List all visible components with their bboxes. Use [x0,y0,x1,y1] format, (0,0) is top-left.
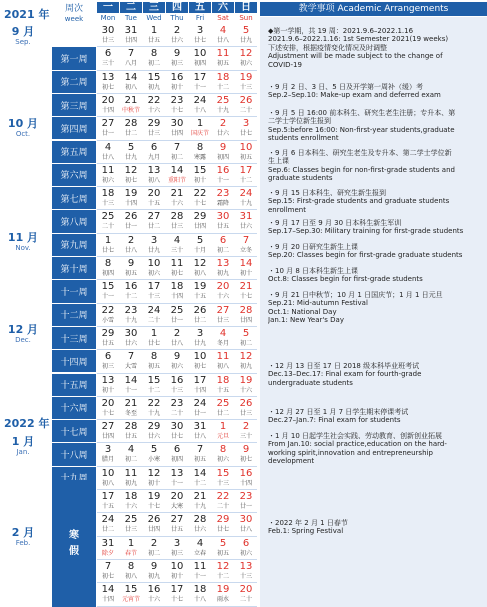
row-divider [97,70,257,71]
calendar-day-cell: 25 廿三 [124,514,138,534]
calendar-day-cell: 17 十四 [193,374,207,394]
calendar-day-cell: 7 八月 [124,48,137,68]
calendar-day-cell: 13 初七 [101,71,115,91]
calendar-day-cell: 16 十四 [239,467,253,487]
calendar-day-cell: 9 初四 [216,141,229,161]
calendar-day-cell: 9 初五 [124,258,137,277]
calendar-day-cell: 3 廿七 [193,25,206,44]
arrangement-line: 二学士学位新生报到 [268,117,331,126]
arrangement-line: ・1 月 10 日起学生社会实践、劳动教育、创新创业拓展 [268,432,443,440]
month-label-feb: 2 月 Feb. [11,526,35,547]
arrangement-item [268,109,483,143]
row-divider [97,256,257,257]
calendar-day-cell: 8 初四 [101,258,114,277]
weekday-header-5: 五 Fri [189,2,211,23]
calendar-day-cell: 12 初七 [124,164,138,184]
calendar-day-cell: 12 初十 [147,467,161,487]
calendar-day-cell: 25 廿一 [170,304,184,324]
arrangement-line: ◆第一学期，共 19 周：2021.9.6–2022.1.16 [268,27,414,35]
arrangement-line: development [268,457,315,466]
arrangement-line: ・12 月 13 日至 17 日 2018 级本科毕业班考试 [268,362,420,370]
calendar-day-cell: 19 十六 [239,374,253,394]
calendar-day-cell: 5 初五 [216,537,229,557]
arrangement-line: ・9 月 2 日、3 日、5 日及开学第一周补（缓）考 [268,83,423,91]
calendar-day-cell: 22 小雪 [101,304,115,324]
calendar-day-cell: 10 初八 [101,467,115,487]
week-label-12: 十二周 [52,304,96,327]
calendar-day-cell: 22 十六 [147,94,161,114]
calendar-day-cell: 18 十三 [101,188,115,208]
calendar-day-cell: 11 初五 [216,48,230,68]
calendar-day-cell: 8 初五 [147,351,160,371]
calendar-day-cell: 20 十七 [101,397,115,417]
arrangement-item [268,519,483,536]
calendar-day-cell: 17 十三 [147,281,161,301]
calendar-day-cell: 3 廿七 [239,118,252,138]
calendar-day-cell: 10 初六 [147,258,161,277]
weekday-header [97,2,257,24]
calendar-day-cell: 29 廿六 [147,421,161,441]
calendar-day-cell: 1 廿七 [101,234,114,254]
calendar-day-cell: 2 廿六 [170,25,183,44]
arrangement-item [268,189,483,214]
calendar-day-cell: 5 小寒 [147,444,160,464]
calendar-day-cell: 15 初九 [147,71,161,91]
row-divider [97,489,257,490]
weekday-header-4: 四 Thu [166,2,188,23]
row-divider [97,559,257,560]
calendar-day-cell: 10 初七 [193,351,207,371]
arrangement-line: students enrollment [268,134,339,143]
calendar-day-cell: 2 廿六 [216,118,229,138]
calendar-day-cell: 21 十七 [239,281,253,301]
calendar-day-cell: 13 初九 [216,258,230,277]
calendar-day-cell: 14 十一 [124,374,138,394]
calendar-day-cell: 1 春节 [124,537,137,557]
calendar-day-cell: 14 十四 [101,584,115,604]
row-divider [97,349,257,350]
calendar-day-cell: 14 初八 [124,71,138,91]
arrangement-item [268,291,483,325]
week-label-7: 第七周 [52,187,96,210]
arrangement-item [268,432,483,466]
calendar-day-cell: 7 立冬 [239,234,252,254]
arrangement-line: ・9 月 5 日 16:00 前本科生、研究生老生注册；专升本、第 [268,109,456,117]
calendar-day-cell: 19 十七 [147,491,161,510]
calendar-day-cell: 30 廿四 [170,118,184,138]
calendar-day-cell: 20 十四 [101,94,115,114]
arrangements-title: 教学事项 Academic Arrangements [260,2,487,16]
arrangement-line: Feb.1: Spring Festival [268,527,344,536]
calendar-day-cell: 12 初六 [239,48,253,68]
week-label-4: 第四周 [52,117,96,140]
calendar-day-cell: 6 初六 [239,537,252,557]
calendar-day-cell: 27 廿四 [101,421,115,441]
calendar-day-cell: 9 初九 [147,560,160,580]
calendar-day-cell: 6 九月 [147,141,160,161]
weekday-header-6: 六 Sat [212,2,234,23]
arrangement-line: working spirit,innovation and entrepreneurship [268,448,433,457]
calendar-day-cell: 7 初七 [101,560,114,580]
calendar-day-cell: 25 十九 [216,94,230,114]
year-label-2021: 2021 年 [4,8,50,21]
calendar-day-cell: 11 初六 [101,164,115,184]
calendar-day-cell: 6 初四 [170,444,183,464]
arrangement-line: Jan.1: New Year's Day [268,316,344,325]
calendar-day-cell: 29 廿五 [101,327,115,347]
calendar-day-cell: 11 十一 [193,560,207,580]
calendar-day-cell: 2 初二 [147,537,160,557]
calendar-day-cell: 1 廿七 [147,327,160,347]
week-label-9: 第九周 [52,234,96,257]
calendar-day-cell: 19 十三 [239,71,253,91]
calendar-day-cell: 3 廿九 [147,234,160,254]
arrangement-line: ・9 月 17 日至 9 月 30 日本科生新生军训 [268,219,402,227]
arrangement-line: ・9 月 15 日本科生、研究生新生报到 [268,189,387,197]
calendar-day-cell: 19 十四 [124,188,138,208]
calendar-day-cell: 13 初八 [147,164,161,184]
arrangement-line: 生上课 [268,157,289,166]
calendar-day-cell: 23 二十 [170,397,184,417]
week-label-8: 第八周 [52,210,96,233]
calendar-day-cell: 31 廿六 [239,211,253,231]
calendar-day-cell: 12 初九 [239,351,253,371]
calendar-day-cell: 4 立春 [193,537,206,557]
calendar-day-cell: 12 十二 [216,560,230,580]
week-label-13: 十三周 [52,327,96,350]
calendar-day-cell: 10 初十 [170,560,184,580]
arrangement-item [268,408,483,425]
row-divider [97,326,257,327]
calendar-day-cell: 28 廿五 [124,421,138,441]
arrangement-line: From Jan.10: social practice,education on the hard- [268,440,447,449]
calendar-day-cell: 27 廿三 [216,304,230,324]
arrangement-line: Sep.15: First-grade students and graduate students [268,197,450,206]
calendar-day-cell: 21 十九 [193,491,207,510]
arrangement-line: Sep.21: Mid-autumn Festival [268,299,368,308]
calendar-day-cell: 28 廿六 [193,514,207,534]
calendar-day-cell: 13 十三 [239,560,253,580]
month-label-oct: 10 月 Oct. [7,117,39,138]
week-label-11: 十一周 [52,280,96,303]
week-label-6: 第六周 [52,164,96,187]
row-divider [97,512,257,513]
row-divider [97,140,257,141]
row-divider [97,396,257,397]
row-divider [97,373,257,374]
calendar-day-cell: 27 廿五 [170,514,184,534]
calendar-day-cell: 14 重阳节 [167,164,186,184]
calendar-day-cell: 11 初七 [170,258,184,277]
calendar-day-cell: 3 廿九 [193,327,206,347]
calendar-day-cell: 17 十一 [193,71,207,91]
calendar-day-cell: 30 廿七 [170,421,184,441]
calendar-day-cell: 25 二十 [101,211,115,231]
calendar-day-cell: 8 初八 [124,560,137,580]
calendar-day-cell: 9 初六 [170,351,183,371]
month-label-sep: 9 月 Sep. [11,25,35,46]
calendar-day-cell: 2 廿八 [170,327,183,347]
arrangement-item [268,219,483,236]
arrangement-item [268,27,483,69]
calendar-day-cell: 24 十八 [193,94,207,114]
calendar-day-cell: 13 初十 [101,374,115,394]
calendar-day-cell: 31 除夕 [101,537,115,557]
calendar-day-cell: 13 十一 [170,467,184,487]
calendar-day-cell: 7 大雪 [124,351,137,371]
row-divider [97,419,257,420]
row-divider [97,606,257,607]
calendar-day-cell: 5 十月 [193,234,206,254]
calendar-day-cell: 16 十六 [147,584,161,604]
calendar-day-cell: 5 廿九 [124,141,137,161]
arrangement-line: Sep.6: Classes begin for non-first-grade students and [268,165,455,174]
arrangement-line: 2021.9.6–2022.1.16: 1st Semester 2021(19 weeks) [268,35,449,44]
week-header: 周次 week [64,4,84,23]
calendar-day-cell: 28 廿二 [124,118,138,138]
calendar-day-cell: 8 寒露 [193,141,206,161]
row-divider [97,46,257,47]
week-label-2: 第二周 [52,71,96,94]
calendar-day-cell: 25 廿二 [216,397,230,417]
calendar-day-cell: 5 初二 [239,327,252,347]
row-divider [97,536,257,537]
week-label-16: 十六周 [52,397,96,420]
calendar-day-cell: 20 二十 [239,584,253,604]
arrangement-line: Oct.1: National Day [268,307,337,316]
calendar-day-cell: 15 十一 [101,281,115,301]
arrangement-line: Adjustment will be made subject to the change of [268,52,443,61]
calendar-day-cell: 16 十一 [216,164,230,184]
weekday-header-2: 二 Tue [120,2,142,23]
calendar-day-cell: 10 初四 [193,48,207,68]
calendar-day-cell: 1 元旦 [216,421,229,441]
calendar-day-cell: 15 十三 [216,467,230,487]
month-label-nov: 11 月 Nov. [7,231,39,252]
arrangement-line: ・2022 年 2 月 1 日春节 [268,519,348,527]
week-label-10: 第十周 [52,257,96,280]
calendar-day-cell: 16 十二 [124,281,138,301]
calendar-day-cell: 17 十五 [101,491,115,510]
arrangement-line: COVID-19 [268,60,302,69]
calendar-day-cell: 7 初二 [170,141,183,161]
arrangement-line: undergraduate students [268,378,353,387]
calendar-day-cell: 10 初五 [239,141,253,161]
row-divider [97,466,257,467]
calendar-day-cell: 12 初八 [193,258,207,277]
arrangement-line: ・9 月 6 日本科生、研究生老生及专升本、第二学士学位新 [268,149,452,157]
week-label-5: 第五周 [52,141,96,164]
calendar-day-cell: 9 初三 [170,48,183,68]
arrangement-line: ・10 月 8 日本科生新生上课 [268,267,359,275]
calendar-day-cell: 1 廿五 [147,25,160,44]
arrangement-line: ・12 月 27 日至 1 月 7 日学生期末停课考试 [268,408,409,416]
arrangement-item [268,243,483,260]
calendar-day-cell: 6 初二 [216,234,229,254]
arrangement-line: Sep.2–Sep.10: Make-up exam and deferred exam [268,91,441,100]
week-label-17: 十七周 [52,420,96,443]
calendar-day-cell: 9 初七 [239,444,252,464]
academic-arrangements-panel [260,0,487,607]
calendar-day-cell: 26 二十 [239,94,253,114]
row-divider [97,582,257,583]
row-divider [97,303,257,304]
month-label-dec: 12 月 Dec. [7,323,39,344]
row-divider [97,116,257,117]
calendar-day-cell: 21 中秋节 [121,94,140,114]
week-label-1: 第一周 [52,47,96,70]
calendar-day-cell: 28 廿四 [239,304,253,324]
arrangement-item [268,267,483,284]
arrangement-line: Dec.13–Dec.17: Final exam for fourth-grade [268,370,422,379]
arrangement-line: ・9 月 20 日研究生新生上课 [268,243,359,251]
calendar-day-cell: 15 元宵节 [121,584,140,604]
calendar-day-cell: 7 初五 [193,444,206,464]
row-divider [97,209,257,210]
arrangement-line: Sep.17–Sep.30: Military training for first-grade students [268,227,464,236]
calendar-day-cell: 29 廿四 [193,211,207,231]
calendar-day-cell: 24 十九 [239,188,253,208]
calendar-day-cell: 30 廿六 [124,327,138,347]
calendar-day-cell: 4 廿八 [216,25,229,44]
row-divider [97,279,257,280]
calendar-day-cell: 11 初九 [124,467,138,487]
week-label-3: 第三周 [52,94,96,117]
calendar-day-cell: 23 廿一 [239,491,253,510]
calendar-day-cell: 1 国庆节 [190,118,209,138]
calendar-day-cell: 17 十七 [170,584,184,604]
calendar-day-cell: 14 十二 [193,467,207,487]
calendar-day-cell: 22 十七 [193,188,207,208]
calendar-day-cell: 23 十七 [170,94,184,114]
week-label-18: 十八周 [52,443,96,466]
weekday-header-1: 一 Mon [97,2,119,23]
calendar-day-cell: 14 初十 [239,258,253,277]
calendar-day-cell: 30 廿三 [101,25,115,44]
calendar-day-cell: 28 廿三 [170,211,184,231]
calendar-day-cell: 5 廿九 [239,25,252,44]
calendar-day-cell: 26 廿一 [124,211,138,231]
calendar-day-cell: 20 十五 [147,188,161,208]
arrangement-line: Sep.20: Classes begin for first-grade graduate students [268,251,463,260]
calendar-day-cell: 15 初十 [193,164,207,184]
calendar-day-cell: 8 初六 [216,444,229,464]
calendar-day-cell: 18 十八 [193,584,207,604]
calendar-day-cell: 18 十四 [170,281,184,301]
arrangement-line: enrollment [268,205,306,214]
calendar-day-cell: 31 廿八 [193,421,207,441]
calendar-day-cell: 26 廿三 [239,397,253,417]
winter-vacation-block: 寒 假 [52,480,96,607]
calendar-day-cell: 2 三十 [239,421,252,441]
calendar-day-cell: 18 十二 [216,71,230,91]
arrangement-line: ・9 月 21 日中秋节；10 月 1 日国庆节；1 月 1 日元旦 [268,291,443,299]
arrangement-line: Sep.5:before 16:00: Non-first-year students,graduate [268,125,455,134]
arrangement-item [268,362,483,387]
calendar-day-cell: 26 廿四 [147,514,161,534]
row-divider [97,93,257,94]
calendar-day-cell: 19 雨水 [216,584,230,604]
arrangement-item [268,83,483,100]
calendar-day-cell: 31 廿四 [124,25,138,44]
calendar-day-cell: 24 廿一 [193,397,207,417]
calendar-day-cell: 20 十六 [216,281,230,301]
calendar-day-cell: 3 初三 [170,537,183,557]
calendar-day-cell: 4 冬月 [216,327,229,347]
calendar-day-cell: 4 初二 [124,444,137,464]
calendar-day-cell: 16 初十 [170,71,184,91]
calendar-day-cell: 17 十二 [239,164,253,184]
weekday-header-7: 日 Sun [235,2,257,23]
calendar-grid [97,24,257,607]
calendar-day-cell: 29 廿三 [147,118,161,138]
calendar-day-cell: 6 三十 [101,48,114,68]
calendar-day-cell: 18 十五 [216,374,230,394]
arrangements-list [260,17,487,607]
arrangement-line: Oct.8: Classes begin for first-grade students [268,275,423,284]
calendar-day-cell: 30 廿八 [239,514,253,534]
arrangement-line: graduate students [268,174,333,183]
row-divider [97,163,257,164]
arrangement-item [268,149,483,183]
calendar-day-cell: 27 廿二 [147,211,161,231]
calendar-day-cell: 2 廿八 [124,234,137,254]
month-column [0,0,50,607]
calendar-day-cell: 26 廿二 [193,304,207,324]
week-label-15: 十五周 [52,374,96,397]
calendar-day-cell: 4 三十 [170,234,183,254]
calendar-day-cell: 23 十九 [124,304,138,324]
calendar-day-cell: 24 二十 [147,304,161,324]
row-divider [97,442,257,443]
weekday-header-3: 三 Wed [143,2,165,23]
calendar-day-cell: 20 大寒 [170,491,184,510]
row-divider [97,186,257,187]
calendar-day-cell: 27 廿一 [101,118,115,138]
calendar-day-cell: 3 腊月 [101,444,114,464]
arrangement-line: 下述安排，根据疫情变化情况及时调整 [268,43,387,52]
calendar-day-cell: 23 霜降 [216,188,230,208]
calendar-day-cell: 22 二十 [216,491,230,510]
month-label-jan: 1 月 Jan. [11,435,35,456]
calendar-day-cell: 6 初三 [101,351,114,371]
calendar-day-cell: 21 十六 [170,188,184,208]
calendar-day-cell: 29 廿七 [216,514,230,534]
calendar-day-cell: 24 廿二 [101,514,115,534]
calendar-day-cell: 4 廿八 [101,141,114,161]
calendar-day-cell: 21 冬至 [124,397,138,417]
arrangement-line: Dec.27–Jan.7: Final exam for students [268,416,401,425]
row-divider [97,233,257,234]
calendar-day-cell: 8 初二 [147,48,160,68]
calendar-day-cell: 15 十二 [147,374,161,394]
calendar-day-cell: 19 十五 [193,281,207,301]
year-label-2022: 2022 年 [4,417,50,430]
calendar-day-cell: 22 十九 [147,397,161,417]
calendar-day-cell: 16 十三 [170,374,184,394]
calendar-day-cell: 11 初八 [216,351,230,371]
calendar-day-cell: 18 十六 [124,491,138,510]
week-label-14: 十四周 [52,350,96,373]
calendar-day-cell: 30 廿五 [216,211,230,231]
